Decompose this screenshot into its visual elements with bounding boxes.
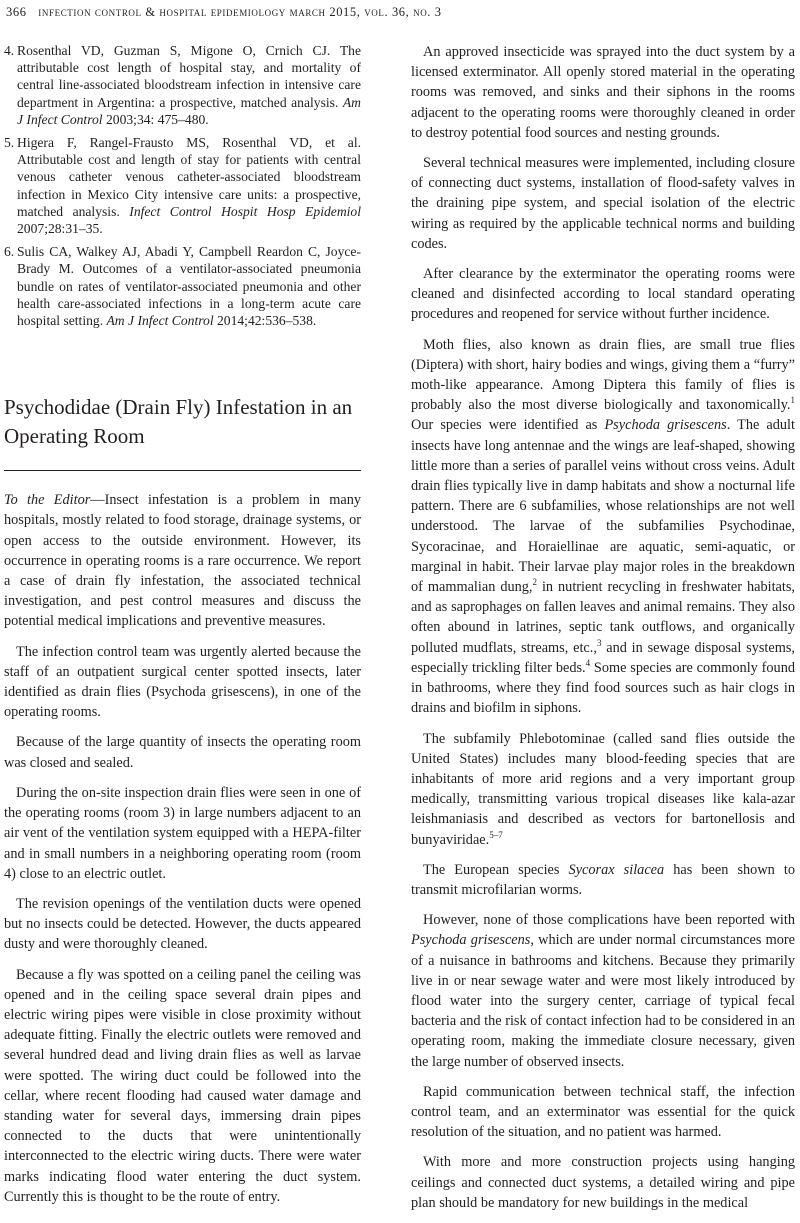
- body-paragraph: An approved insecticide was sprayed into the duct system by a licensed exterminator. All openly stored material in the operating rooms was removed, and sinks and their siphons in the rooms adjacent to the operating rooms were thoroughly cleaned in order to destroy potential food sources and nesting grounds.: [411, 44, 795, 141]
- body-paragraph: After clearance by the exterminator the operating rooms were cleaned and disinfected according to local standard operating procedures and reopened for service without further incidence.: [411, 266, 795, 323]
- body-paragraph: The subfamily Phlebotominae (called sand flies outside the United States) includes many blood-feeding species that are inhabitants of more arid regions and a very important group medically, transmitting various tropical diseases like kala-azar leishmaniasis and described as vectors for bartonellosis and bunyaviridae.$^{5-7}$: [411, 730, 795, 848]
- journal-name: infection control & hospital epidemiology: [38, 5, 286, 19]
- body-paragraph: The infection control team was urgently alerted because the staff of an outpatient surgical center spotted insects, later identified as drain flies (Psychoda grisescens), in one of the operating rooms.: [4, 643, 361, 721]
- species-name: Sycorax silacea: [568, 861, 665, 878]
- reference-item: [4, 134, 361, 237]
- reference-number: 6.: [4, 244, 15, 260]
- reference-journal: Am J Infect Control: [17, 94, 361, 127]
- reference-item: [4, 243, 361, 329]
- body-paragraph: The revision openings of the ventilation ducts were opened but no insects could be detected. However, the ducts appeared dusty and were thoroughly cleaned.: [4, 895, 361, 953]
- species-name: Psychoda grisescens: [604, 417, 727, 434]
- running-head: [6, 5, 442, 20]
- body-paragraph: Rapid communication between technical staff, the infection control team, and an exterminator was essential for the quick resolution of the situation, and no patient was harmed.: [411, 1083, 795, 1141]
- citation-superscript: 1: [790, 395, 795, 406]
- left-column: [4, 42, 361, 1217]
- reference-citation: 2007;28:31–35.: [17, 221, 103, 237]
- letter-salutation: To the Editor: [4, 492, 91, 509]
- reference-list: [4, 42, 361, 329]
- reference-journal: Am J Infect Control: [106, 313, 214, 329]
- article-title: Psychodidae (Drain Fly) Infestation in an Operating Room: [4, 395, 353, 448]
- reference-journal: Infect Control Hospit Hosp Epidemiol: [129, 203, 361, 219]
- body-paragraph: Because of the large quantity of insects the operating room was closed and sealed.: [4, 734, 361, 771]
- body-paragraph: To the Editor—Insect infestation is a problem in many hospitals, mostly related to food storage, drainage systems, or open access to the outside environment. However, its occurrence in operating rooms is a rare occurrence. We report a case of drain fly infestation, the associated technical investigation, and pest control measures and discuss the potential medical implications and preventive measures.: [4, 492, 361, 630]
- reference-citation: 2003;34: 475–480.: [102, 111, 209, 127]
- body-paragraph: The European species Sycorax silacea has been shown to transmit microfilarian worms.: [411, 861, 795, 898]
- body-paragraph: During the on-site inspection drain flies were seen in one of the operating rooms (room 3) in large numbers adjacent to an air vent of the ventilation system equipped with a HEPA-filter and in small numbers in a neighboring operating room (room 4) close to an electric outlet.: [4, 784, 361, 882]
- body-paragraph: However, none of those complications have been reported with Psychoda grisescens, which are under normal circumstances more of a nuisance in bathrooms and kitchens. Because they primarily live in or near sewage water and were most likely introduced by flood water into the surgery center, carriage of typical fecal bacteria and the risk of contact infection had to be considered in an operating room, making the immediate closure necessary, given the large number of observed insects.: [411, 912, 795, 1070]
- reference-item: [4, 42, 361, 128]
- reference-number: 4.: [4, 43, 15, 58]
- reference-text: Rosenthal VD, Guzman S, Migone O, Crnich CJ. The attributable cost length of hospital stay, and mortality of central line-associated bloodstream infection in intensive care department in Argentina: a prospective, matched analysis.: [17, 43, 361, 110]
- reference-text: Sulis CA, Walkey AJ, Abadi Y, Campbell Reardon C, Joyce-Brady M. Outcomes of a ventilator-associated pneumonia bundle on rates of ventilator-associated pneumonia and other health care-associated infections in a long-term acute care hospital setting.: [17, 244, 361, 329]
- species-name: Psychoda grisescens: [411, 932, 531, 949]
- body-paragraph: Moth flies, also known as drain flies, are small true flies (Diptera) with short, hairy bodies and wings, giving them a “furry” moth-like appearance. Among Diptera this family of flies is probably also the most diverse biologically and taxonomically.$^1$ Our species were identified as Psychoda grisescens. The adult insects have long antennae and the wings are leaf-shaped, showing little more than a series of parallel veins without cross veins. Adult drain flies typically live in damp habitats and show a nocturnal life pattern. There are 6 subfamilies, whose relationships are not well understood. The larvae of the subfamilies Psychodinae, Sycoracinae, and Horaiellinae are aquatic, semi-aquatic, or marginal in habit. Their larvae play major roles in the breakdown of mammalian dung,$^2$ in nutrient recycling in freshwater habitats, and as saprophages on fallen leaves and animal remains. They also often abound in latrines, septic tank outflows, and organically polluted mudflats, streams, etc.,$^3$ and in sewage disposal systems, especially trickling filter beds.$^4$ Some species are commonly found in bathrooms, where they find food sources such as hair clogs in drains and biofilm in siphons.: [411, 336, 795, 717]
- page-number: 366: [6, 5, 27, 19]
- reference-citation: 2014;42:536–538.: [213, 313, 317, 329]
- title-divider: [4, 470, 361, 471]
- right-column: [411, 42, 795, 1223]
- citation-superscript: 2: [532, 577, 537, 588]
- issue-info: march 2015, vol. 36, no. 3: [289, 5, 442, 19]
- body-paragraph: Because a fly was spotted on a ceiling panel the ceiling was opened and in the ceiling space several drain pipes and electric wiring pipes were visible in close proximity without adequate fitting. Finally the electric outlets were removed and several hundred dead and living drain flies as well as larvae were spotted. The wiring duct could be followed into the cellar, where recent flooding had caused water damage and standing water for several days, immersing drain pipes connected to the ducts that were unintentionally interconnected to the electric wiring ducts. There were water marks indicating flood water entering the duct system. Currently this is thought to be the route of entry.: [4, 966, 361, 1205]
- reference-number: 5.: [4, 135, 15, 151]
- reference-text: Higera F, Rangel-Frausto MS, Rosenthal VD, et al. Attributable cost and length of stay for patients with central venous catheter venous catheter-associated bloodstream infection in Mexico City intensive care units: a prospective, matched analysis.: [17, 135, 361, 219]
- body-paragraph: Several technical measures were implemented, including closure of connecting duct systems, installation of flood-safety valves in the draining pipe system, and special isolation of the electric wiring as required by the applicable technical norms and building codes.: [411, 155, 795, 252]
- citation-superscript: 5–7: [489, 829, 503, 840]
- citation-superscript: 4: [585, 658, 591, 669]
- body-paragraph: With more and more construction projects using hanging ceilings and connected duct systems, a detailed wiring and pipe plan should be mandatory for new buildings in the medical: [411, 1154, 795, 1211]
- citation-superscript: 3: [596, 637, 602, 648]
